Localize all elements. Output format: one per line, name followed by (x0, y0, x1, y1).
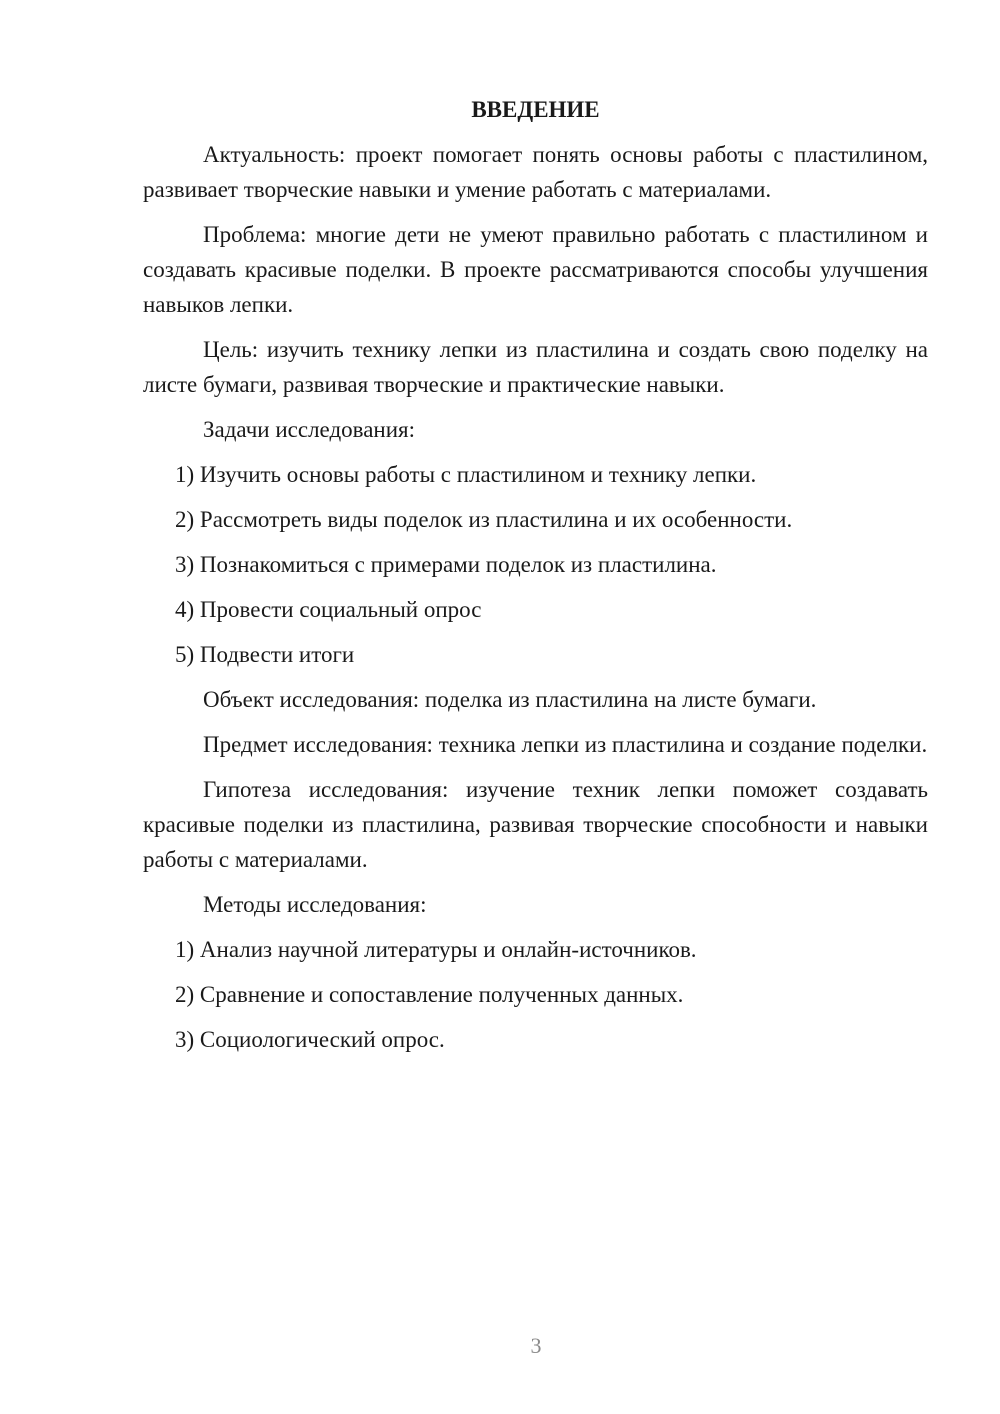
methods-heading: Методы исследования: (203, 892, 427, 917)
method-item: 2) Сравнение и сопоставление полученных данных. (175, 982, 684, 1007)
subject-paragraph: Предмет исследования: техника лепки из пластилина и создание поделки. (203, 732, 928, 757)
object-paragraph: Объект исследования: поделка из пластилина на листе бумаги. (203, 687, 817, 712)
tasks-heading: Задачи исследования: (203, 417, 416, 442)
goal-paragraph: Цель: изучить технику лепки из пластилина и создать свою поделку на листе бумаги, развивая творческие и практические навыки. (143, 337, 928, 397)
task-item: 5) Подвести итоги (175, 642, 355, 667)
task-item: 3) Познакомиться с примерами поделок из пластилина. (175, 552, 717, 577)
task-item: 4) Провести социальный опрос (175, 597, 482, 622)
page-number: 3 (530, 1333, 542, 1358)
method-item: 1) Анализ научной литературы и онлайн-источников. (175, 937, 697, 962)
page-body (143, 92, 928, 1067)
task-item: 1) Изучить основы работы с пластилином и технику лепки. (175, 462, 757, 487)
method-item: 3) Социологический опрос. (175, 1027, 445, 1052)
relevance-paragraph: Актуальность: проект помогает понять основы работы с пластилином, развивает творческие навыки и умение работать с материалами. (143, 142, 928, 202)
page-title: ВВЕДЕНИЕ (471, 97, 600, 122)
problem-paragraph: Проблема: многие дети не умеют правильно работать с пластилином и создавать красивые поделки. В проекте рассматриваются способы улучшения навыков лепки. (143, 222, 928, 317)
task-item: 2) Рассмотреть виды поделок из пластилина и их особенности. (175, 507, 793, 532)
hypothesis-paragraph: Гипотеза исследования: изучение техник лепки поможет создавать красивые поделки из пластилина, развивая творческие способности и навыки работы с материалами. (143, 777, 928, 872)
